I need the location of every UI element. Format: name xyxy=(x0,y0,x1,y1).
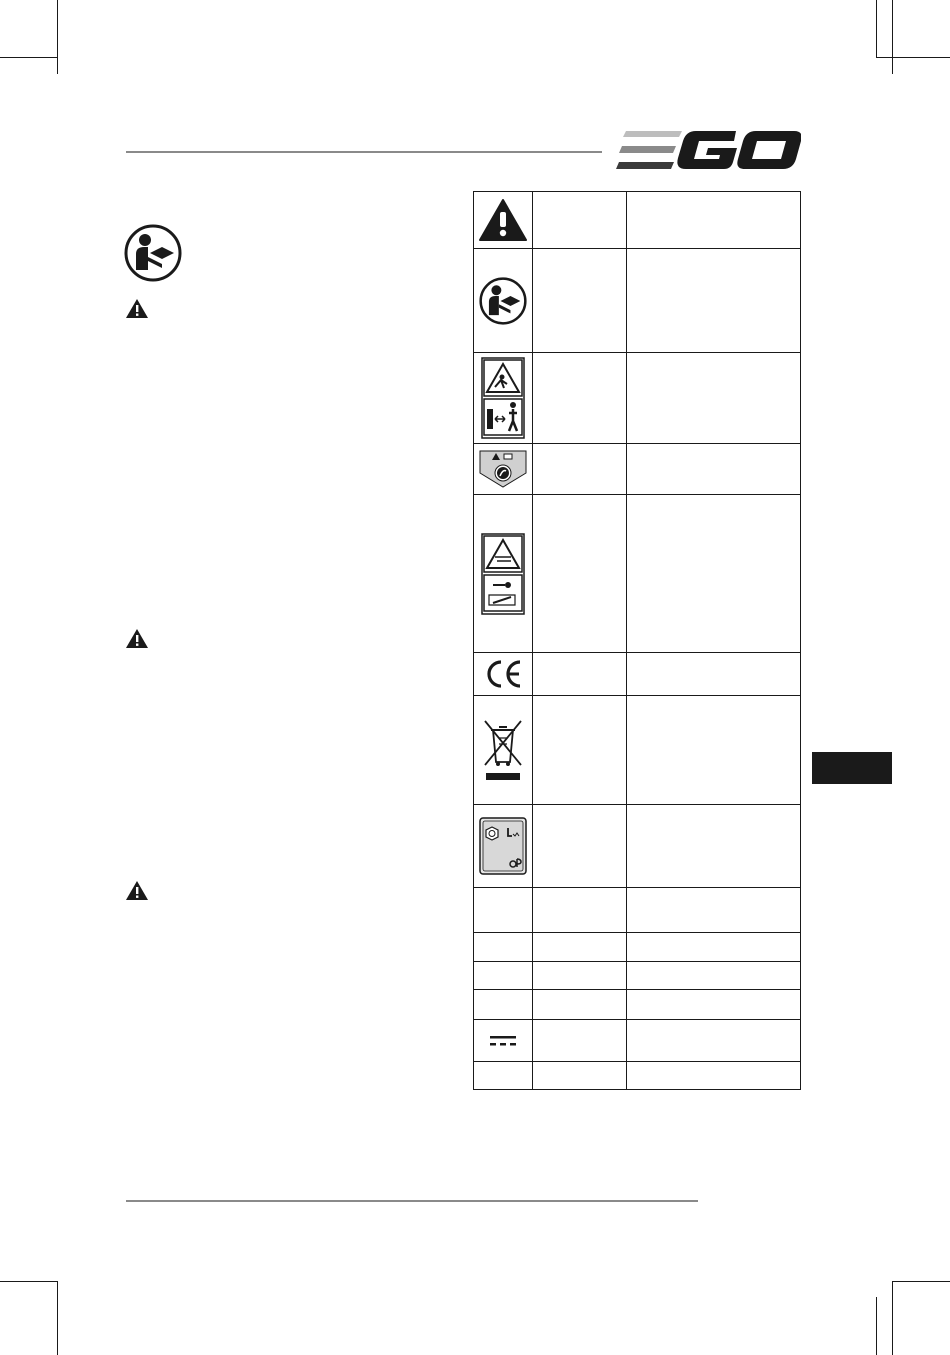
symbol-cell xyxy=(474,1020,533,1062)
table-row xyxy=(474,805,801,888)
crop-mark xyxy=(0,57,57,58)
symbol-cell xyxy=(474,353,533,444)
meaning-cell xyxy=(533,888,627,933)
meaning-cell xyxy=(533,249,627,353)
table-row xyxy=(474,933,801,962)
table-row xyxy=(474,1062,801,1090)
symbol-cell xyxy=(474,444,533,495)
symbol-cell xyxy=(474,888,533,933)
ego-logo xyxy=(616,128,801,172)
direct-current-icon xyxy=(489,1035,517,1047)
meaning-cell xyxy=(533,495,627,653)
crop-mark xyxy=(0,1281,57,1282)
explanation-cell xyxy=(627,1062,801,1090)
symbol-cell xyxy=(474,933,533,962)
safety-alert-icon xyxy=(478,198,528,242)
explanation-cell xyxy=(627,805,801,888)
explanation-cell xyxy=(627,192,801,249)
meaning-cell xyxy=(533,192,627,249)
meaning-cell xyxy=(533,696,627,805)
table-row xyxy=(474,192,801,249)
hot-surface-label-icon xyxy=(478,449,528,489)
explanation-cell xyxy=(627,249,801,353)
explanation-cell xyxy=(627,444,801,495)
read-manual-icon xyxy=(479,277,527,325)
warning-triangle-icon xyxy=(125,880,149,906)
explanation-cell xyxy=(627,1020,801,1062)
symbol-cell xyxy=(474,962,533,990)
symbol-cell xyxy=(474,696,533,805)
thrown-objects-bystanders-icon xyxy=(481,357,525,439)
meaning-cell xyxy=(533,353,627,444)
explanation-cell xyxy=(627,653,801,696)
remove-key-before-maintenance-icon xyxy=(481,533,525,615)
symbol-table xyxy=(473,191,801,1090)
ce-mark-icon xyxy=(483,659,523,689)
symbol-cell xyxy=(474,192,533,249)
language-side-tab xyxy=(812,752,892,784)
symbol-cell xyxy=(474,990,533,1020)
meaning-cell xyxy=(533,653,627,696)
meaning-cell xyxy=(533,962,627,990)
meaning-cell xyxy=(533,805,627,888)
explanation-cell xyxy=(627,962,801,990)
table-row xyxy=(474,696,801,805)
table-row xyxy=(474,495,801,653)
symbol-cell xyxy=(474,495,533,653)
sound-power-level-icon xyxy=(479,817,527,875)
explanation-cell xyxy=(627,888,801,933)
crop-mark xyxy=(892,0,893,74)
crop-mark xyxy=(57,0,58,74)
warning-triangle-icon xyxy=(125,628,149,654)
explanation-cell xyxy=(627,353,801,444)
symbol-cell xyxy=(474,653,533,696)
crop-mark xyxy=(876,1297,877,1355)
explanation-cell xyxy=(627,990,801,1020)
explanation-cell xyxy=(627,495,801,653)
crop-mark xyxy=(892,1281,893,1355)
footer-rule xyxy=(126,1200,698,1202)
read-manual-icon xyxy=(124,224,182,287)
meaning-cell xyxy=(533,990,627,1020)
table-row xyxy=(474,1020,801,1062)
explanation-cell xyxy=(627,933,801,962)
table-row xyxy=(474,962,801,990)
crop-mark xyxy=(876,57,950,58)
symbol-cell xyxy=(474,1062,533,1090)
crop-mark xyxy=(892,1281,950,1282)
weee-crossed-bin-icon xyxy=(483,718,523,782)
symbol-cell xyxy=(474,805,533,888)
meaning-cell xyxy=(533,444,627,495)
table-row xyxy=(474,249,801,353)
crop-mark xyxy=(876,0,877,58)
table-row xyxy=(474,444,801,495)
meaning-cell xyxy=(533,1062,627,1090)
crop-mark xyxy=(57,1281,58,1355)
table-row xyxy=(474,990,801,1020)
meaning-cell xyxy=(533,1020,627,1062)
meaning-cell xyxy=(533,933,627,962)
header-rule xyxy=(126,151,602,153)
table-row xyxy=(474,353,801,444)
table-row xyxy=(474,653,801,696)
table-row xyxy=(474,888,801,933)
warning-triangle-icon xyxy=(125,298,149,324)
symbol-cell xyxy=(474,249,533,353)
explanation-cell xyxy=(627,696,801,805)
